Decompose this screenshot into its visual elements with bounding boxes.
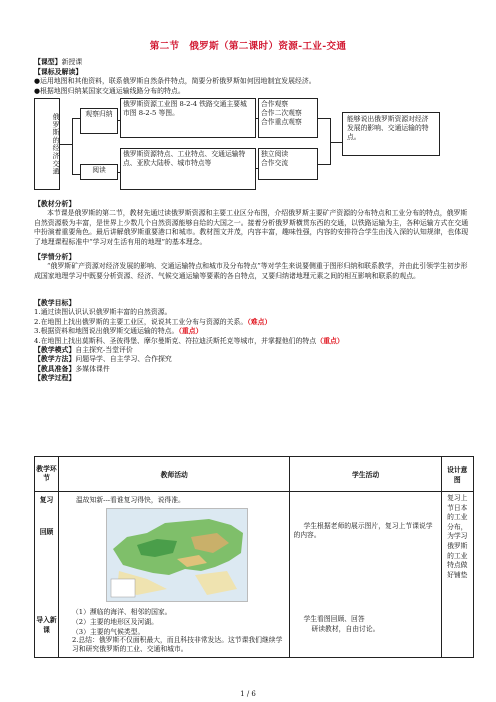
- goal-item: 4.在地图上找出莫斯科、圣彼得堡、摩尔曼斯克、符拉迪沃斯托克等城市，并掌握他们的特点（重点）: [34, 336, 344, 345]
- analysis-section: 【教材分析】 本节课是俄罗斯的第二节，教材先通过读俄罗斯资源和主要工业区分布图，介绍俄罗斯主要矿产资源的分布特点和工业分布的特点，俄罗斯自然资源极为丰富，是世界上少数几个自然资源能够自给的大国之一。接着分析俄罗斯横贯东西的交通，以铁路运输为主，各种运输方式在交通中扮演着重要角色。最后讲解俄罗斯重要港口和城市。教材图文并茂，内容丰富，趣味性强，内容的安排符合学生由浅入深的认知规律，也体现了地理课程标准中“学习对生活有用的地理”的基本理念。: [34, 200, 469, 246]
- table-header-row: [35, 457, 474, 492]
- header-design: 设计意图: [441, 457, 473, 492]
- meta-section: 【教学模式】自主探究-当堂评价 【教学方法】问题导学、自主学习、合作探究 【教具准备】多媒体课件 【教学过程】: [34, 346, 172, 383]
- goals-section: 【教学目标】 1.通过读图认识认识俄罗斯丰富的自然资源。 2.在地图上找出俄罗斯的主要工业区，说说其工业分布与资源的关系。（难点） 3.根据资料和地图说出俄罗斯交通运输的特点。（重点） 4.在地图上找出莫斯科、圣彼得堡、摩尔曼斯克、符拉迪沃斯托克等城市，并掌握他们的特点（重点）: [34, 299, 474, 346]
- design-cell: 复习上节日本的工业分布，为学习俄罗斯的工业特点做好铺垫: [441, 492, 473, 658]
- page-title: 第二节 俄罗斯（第二课时）资源-工业-交通: [149, 41, 347, 52]
- goal-item: 2.在地图上找出俄罗斯的主要工业区，说说其工业分布与资源的关系。（难点）: [34, 317, 272, 326]
- standards-section: 【课标及解读】 ●运用地图和其他资料，联系俄罗斯自然条件特点，简要分析俄罗斯如何因地制宜发展经济。 ●根据地图归纳某国家交通运输线路分布的特点。: [34, 68, 316, 95]
- table-row: [35, 492, 474, 658]
- header-stage: 教学环节: [35, 457, 59, 492]
- flow-right-box: 能够说出俄罗斯资源对经济发展的影响、交通运输的特点。: [342, 112, 440, 156]
- flow-observe-box: 观察归纳: [80, 108, 118, 134]
- header-student: 学生活动: [290, 457, 441, 492]
- student-section: 【学情分析】 “俄罗斯矿产资源对经济发展的影响、交通运输特点和城市及分布特点”等对学生来说要侧重于图形归纳和联系教学，并由此引领学生初步形成国家地理学习中既要分析资源、经济、气候交通运输等要素的各自特点，又要归纳诸地理元素之间的相互影响和联系的观点。: [34, 253, 468, 280]
- flow-left-box: 俄罗斯的经济交通: [34, 98, 60, 190]
- goal-item: 3.根据资料和地图说出俄罗斯交通运输的特点。（重点）: [34, 327, 203, 336]
- russia-map-image: [106, 508, 248, 602]
- goal-item: 1.通过读图认识认识俄罗斯丰富的自然资源。: [34, 308, 172, 317]
- flow-top-box: 俄罗斯资源工业图 8-2-4 铁路交通主要城市图 8-2-5 等图。: [120, 98, 256, 138]
- header-teacher: 教师活动: [58, 457, 289, 492]
- student-cell: 学生根据老师的展示图片，复习上节课说学的内容。 学生看图回顾、回答 研读教材，自由讨论。: [290, 492, 441, 658]
- flow-read-box: 阅读: [80, 164, 118, 180]
- lesson-type: 【课型】新授课: [34, 58, 83, 66]
- teacher-cell: 温故知新---看谁复习得快，说得准。 （1）濒临的海洋、相邻的国家。 （2）主要的地形区及河湖。 （3）主要的气候类型。 2.总结：俄罗斯不仅面积最大，而且科技非常发达。这节课我们继续学习和研究俄罗斯的工业、交通和城市。: [58, 492, 289, 658]
- flow-bottom-box: 俄罗斯资源特点、工业特点、交通运输特点、亚欧大陆桥、城市特点等: [120, 148, 256, 190]
- flow-mid-bottom-box: 独立阅读 合作交流: [258, 148, 318, 180]
- flow-mid-top-box: 合作观察 合作二次观察 合作重点观察: [258, 98, 318, 138]
- concept-flowchart: [34, 98, 474, 190]
- page-number: 1 / 6: [240, 690, 256, 698]
- stage-cell: 复习 回顾 导入新课: [35, 492, 59, 658]
- process-table: [34, 456, 474, 658]
